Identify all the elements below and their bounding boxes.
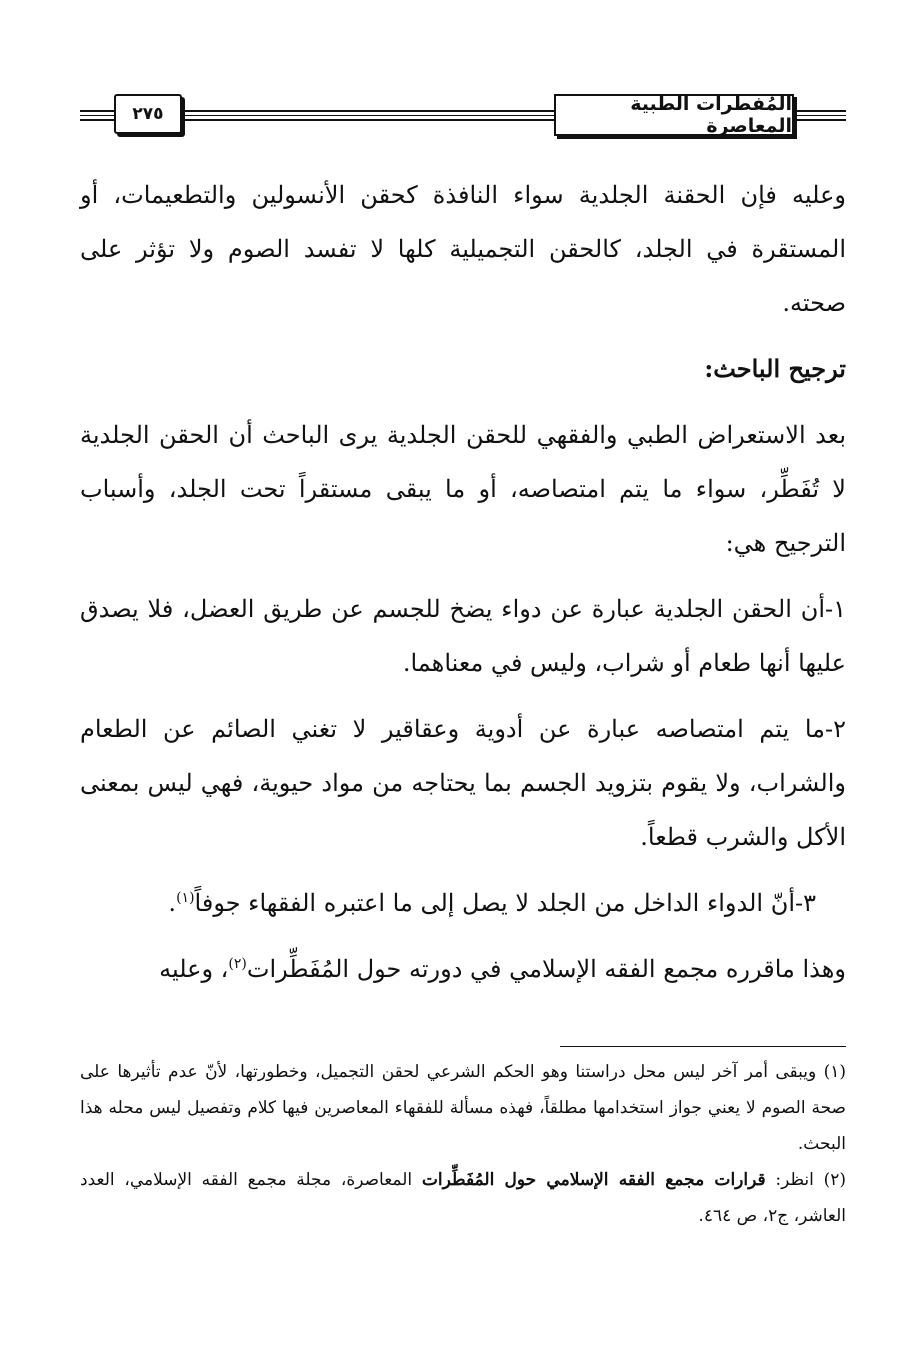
footnote-ref-1: (١) [176, 890, 195, 906]
footnote-2-prefix: (٢) انظر: [765, 1170, 847, 1190]
page-header [80, 88, 846, 140]
footnote-ref-2: (٢) [228, 956, 247, 972]
footnotes [80, 1054, 846, 1234]
footnote-1: (١) ويبقى أمر آخر ليس محل دراستنا وهو الحكم الشرعي لحقن التجميل، وخطورتها، لأنّ عدم تأثيرها على صحة الصوم لا يعني جواز استخدامها مطلقاً، فهذه مسألة للفقهاء المعاصرين فيها كلام وتفصيل ليس محله هذا البحث. [80, 1062, 846, 1154]
paragraph-conclusion: وعليه فإن الحقنة الجلدية سواء النافذة كحقن الأنسولين والتطعيمات، أو المستقرة في الجلد، كالحقن التجميلية كلها لا تفسد الصوم ولا تؤثر على صحته. [80, 181, 846, 317]
page-number: ٢٧٥ [114, 94, 182, 134]
paragraph-closing-end: ، وعليه [159, 955, 229, 983]
header-rule [80, 110, 114, 112]
footnote-2-rest: المعاصرة، مجلة مجمع الفقه الإسلامي، العدد العاشر، ج٢، ص ٤٦٤. [80, 1170, 846, 1226]
main-text [80, 168, 846, 1008]
header-rule [178, 119, 554, 121]
list-item-3-text: ٣-أنّ الدواء الداخل من الجلد لا يصل إلى ما اعتبره الفقهاء جوفاً [194, 889, 816, 917]
footnote-2-source-title: قرارات مجمع الفقه الإسلامي حول المُفَطِّرات [421, 1170, 766, 1190]
section-heading: ترجيح الباحث: [704, 354, 846, 383]
paragraph-closing-text: وهذا ماقرره مجمع الفقه الإسلامي في دورته حول المُفَطِّرات [246, 955, 846, 983]
paragraph-intro: بعد الاستعراض الطبي والفقهي للحقن الجلدية يرى الباحث أن الحقن الجلدية لا تُفَطِّر، سواء ما يتم امتصاصه، أو ما يبقى مستقراً تحت الجلد، وأسباب الترجيح هي: [80, 421, 846, 557]
footnote-2 [80, 1162, 846, 1234]
header-rule [790, 119, 846, 121]
header-rule [80, 115, 114, 116]
list-item-3-end: . [168, 889, 177, 917]
header-rule [80, 119, 114, 121]
list-item-2: ٢-ما يتم امتصاصه عبارة عن أدوية وعقاقير لا تغني الصائم عن الطعام والشراب، ولا يقوم بتزويد الجسم بما يحتاجه من مواد حيوية، فهي ليس بمعنى الأكل والشرب قطعاً. [80, 715, 846, 851]
list-item-3 [80, 876, 846, 930]
footnote-separator [560, 1046, 846, 1047]
header-rule [790, 110, 846, 112]
running-title: المُفطرات الطبية المعاصرة [554, 94, 794, 136]
paragraph-closing [80, 942, 846, 996]
header-rule [178, 115, 554, 116]
list-item-1: ١-أن الحقن الجلدية عبارة عن دواء يضخ للجسم عن طريق العضل، فلا يصدق عليها أنها طعام أو شراب، وليس في معناهما. [80, 595, 846, 677]
header-rule [178, 110, 554, 112]
header-rule [790, 115, 846, 116]
